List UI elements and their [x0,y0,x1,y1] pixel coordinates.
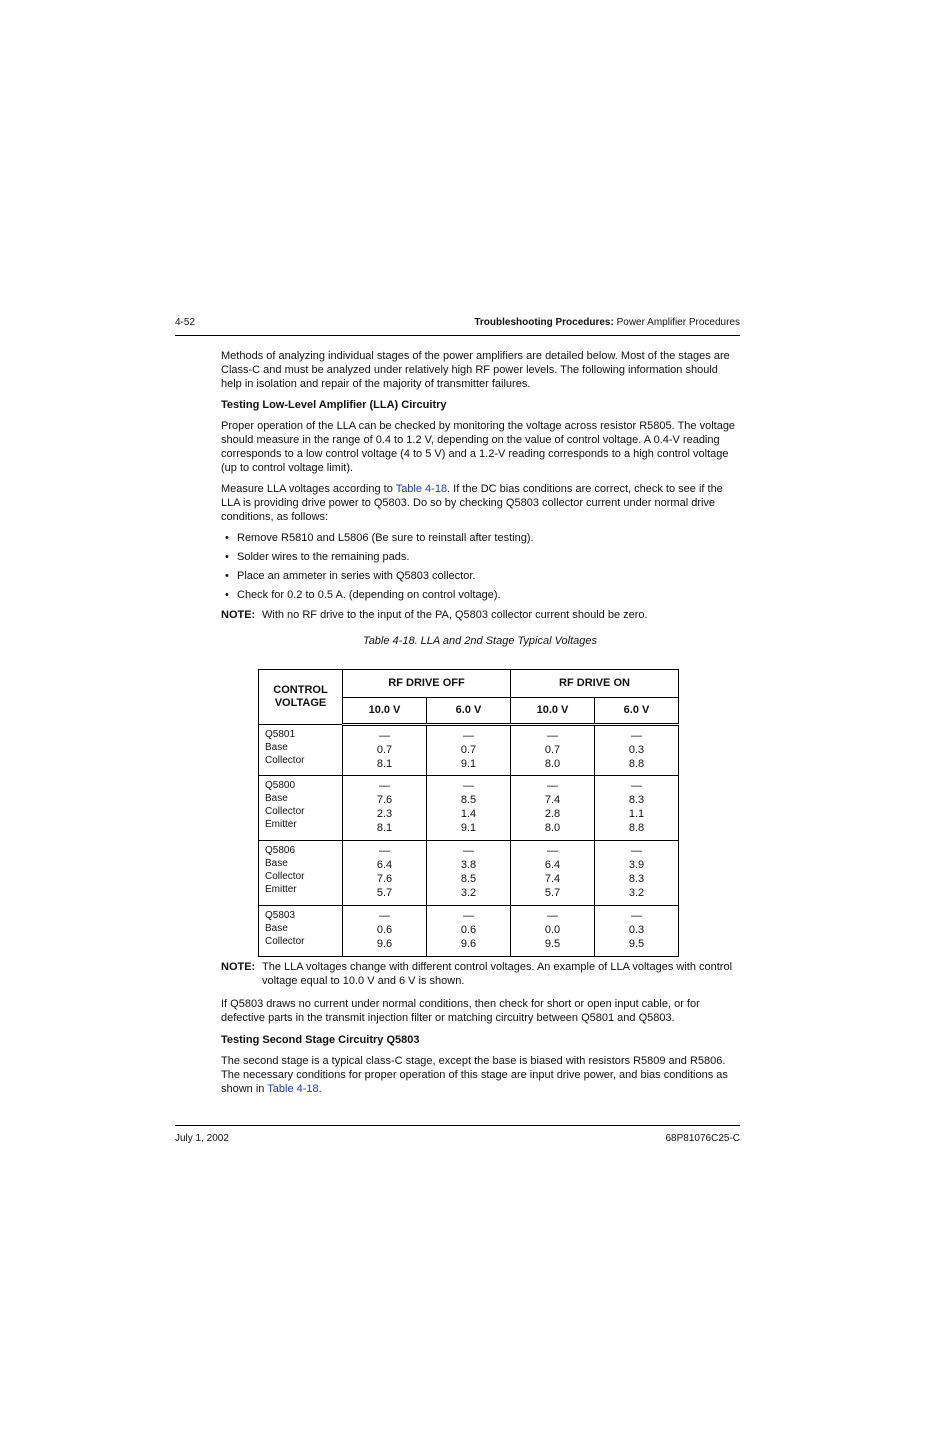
note-text: With no RF drive to the input of the PA, Q5803 collector current should be zero. [262,609,648,621]
bullet-text: Check for 0.2 to 0.5 A. (depending on control voltage). [237,589,501,601]
bullet-text: Place an ammeter in series with Q5803 collector. [237,570,476,582]
intro-paragraph: Methods of analyzing individual stages of the power amplifiers are detailed below. Most of the stages are Class-C and must be analyzed under relatively high RF power levels. The following information should help in isolation and repair of the majority of transmitter failures. [221,350,730,390]
corner-line-2: VOLTAGE [274,697,327,709]
bullet-text: Remove R5810 and L5806 (Be sure to reinstall after testing). [237,532,534,544]
column-header: 6.0 V [427,698,511,725]
value-cell: — 3.9 8.3 3.2 [595,841,679,906]
value-cell: — 0.6 9.6 [427,906,511,957]
footer-doc-number: 68P81076C25-C [665,1133,740,1144]
second-stage-paragraph [221,1054,739,1096]
note-text: The LLA voltages change with different control voltages. An example of LLA voltages with control voltage equal to 10.0 V and 6 V is shown. [262,961,733,987]
column-header: 10.0 V [511,698,595,725]
table-row [259,841,679,906]
page-number: 4-52 [175,317,196,328]
section-title-bold: Troubleshooting Procedures: [474,317,614,328]
bullet-text: Solder wires to the remaining pads. [237,551,410,563]
value-cell: — 0.7 8.1 [343,725,427,776]
row-labels: Q5800 Base Collector Emitter [259,776,343,841]
table-row [259,725,679,776]
table-link[interactable]: Table 4-18 [267,1083,319,1095]
value-cell: — 0.6 9.6 [343,906,427,957]
value-cell: — 7.6 2.3 8.1 [343,776,427,841]
bullet-item: • Solder wires to the remaining pads. [225,551,410,563]
value-cell: — 0.7 9.1 [427,725,511,776]
value-cell: — 0.0 9.5 [511,906,595,957]
bullet-item: • Remove R5810 and L5806 (Be sure to reinstall after testing). [225,532,534,544]
value-cell: — 7.4 2.8 8.0 [511,776,595,841]
value-cell: — 6.4 7.4 5.7 [511,841,595,906]
second-stage-text-b: . [318,1083,322,1095]
heading-second-stage: Testing Second Stage Circuitry Q5803 [221,1034,420,1046]
bullet-item: • Place an ammeter in series with Q5803 collector. [225,570,476,582]
footer-date: July 1, 2002 [175,1133,229,1144]
column-header: 6.0 V [595,698,679,725]
measure-text-a: Measure LLA voltages according to [221,483,396,495]
measure-paragraph [221,482,739,524]
lla-paragraph: Proper operation of the LLA can be checked by monitoring the voltage across resistor R5805. The voltage should measure in the range of 0.4 to 1.2 V, depending on the value of control voltage. A 0.4-V reading corresponds to a low control voltage (4 to 5 V) and a 1.2-V reading corresponds to a high control voltage (up to control voltage limit). [221,420,736,474]
row-labels: Q5801 Base Collector [259,725,343,776]
value-cell: — 0.3 8.8 [595,725,679,776]
row-labels: Q5806 Base Collector Emitter [259,841,343,906]
table-link[interactable]: Table 4-18 [395,483,448,495]
value-cell: — 0.3 9.5 [595,906,679,957]
note-label: NOTE: [221,961,256,973]
footer-rule [175,1125,740,1126]
heading-lla: Testing Low-Level Amplifier (LLA) Circuitry [221,399,447,411]
corner-line-1: CONTROL [273,684,328,696]
value-cell: — 3.8 8.5 3.2 [427,841,511,906]
rf-off-header: RF DRIVE OFF [343,670,511,698]
short-check-paragraph: If Q5803 draws no current under normal conditions, then check for short or open input cable, or for defective parts in the transmit injection filter or matching circuitry between Q5801 and Q5803. [221,998,700,1024]
table-row [259,906,679,957]
second-stage-text-a: The second stage is a typical class-C stage, except the base is biased with resistors R5809 and R5806. The necessary conditions for proper operation of this stage are input drive power, and bias conditions as shown in [221,1055,728,1095]
voltage-table [258,669,679,957]
rf-on-header: RF DRIVE ON [511,670,679,698]
column-header: 10.0 V [343,698,427,725]
section-title-rest: Power Amplifier Procedures [613,317,740,328]
section-title [474,317,740,328]
value-cell: — 6.4 7.6 5.7 [343,841,427,906]
table-caption: Table 4-18. LLA and 2nd Stage Typical Voltages [362,635,597,647]
value-cell: — 8.3 1.1 8.8 [595,776,679,841]
value-cell: — 8.5 1.4 9.1 [427,776,511,841]
bullet-item: • Check for 0.2 to 0.5 A. (depending on control voltage). [225,589,501,601]
measure-text-b: . If the DC bias conditions are correct, check to see if the LLA is providing drive power to Q5803. Do so by checking Q5803 collector current under normal drive conditions, as follows: [221,483,723,523]
table-row [259,776,679,841]
row-labels: Q5803 Base Collector [259,906,343,957]
corner-header [259,670,343,725]
note-label: NOTE: [221,609,256,621]
header-rule [175,335,740,336]
value-cell: — 0.7 8.0 [511,725,595,776]
